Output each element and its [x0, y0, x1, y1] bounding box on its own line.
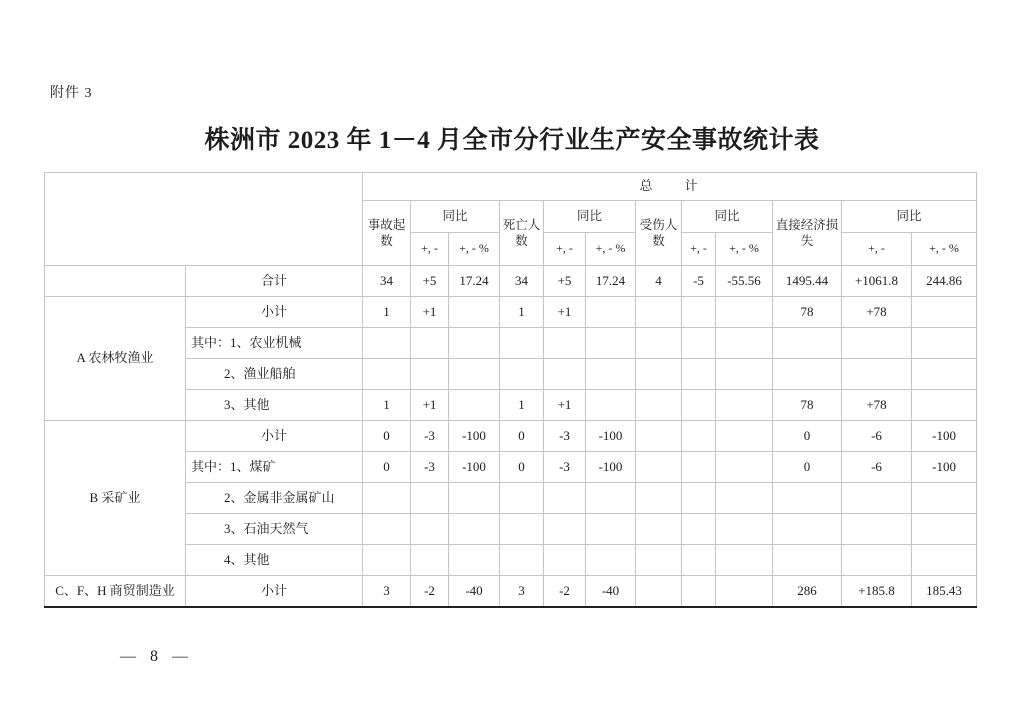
value-cell: +1061.8	[842, 266, 912, 297]
value-cell	[636, 452, 682, 483]
value-cell	[912, 328, 977, 359]
value-cell	[636, 328, 682, 359]
value-cell: -40	[586, 576, 636, 608]
col-header-delta-2: +, -	[544, 233, 586, 266]
value-cell: +1	[544, 390, 586, 421]
value-cell: 244.86	[912, 266, 977, 297]
value-cell: -100	[586, 452, 636, 483]
value-cell	[449, 483, 500, 514]
value-cell	[586, 328, 636, 359]
value-cell	[682, 390, 716, 421]
category-cell: 小计	[186, 297, 363, 328]
page-number: — 8 —	[120, 648, 188, 665]
value-cell: 17.24	[449, 266, 500, 297]
value-cell	[500, 514, 544, 545]
value-cell	[636, 359, 682, 390]
col-header-yoy-1: 同比	[411, 201, 500, 233]
col-header-economic-loss: 直接经济损失	[773, 201, 842, 266]
category-cell: 其中：1、煤矿	[186, 452, 363, 483]
value-cell: -3	[544, 452, 586, 483]
value-cell: 3	[363, 576, 411, 608]
col-header-delta-3: +, -	[682, 233, 716, 266]
value-cell: 1495.44	[773, 266, 842, 297]
value-cell	[411, 328, 449, 359]
value-cell: +1	[411, 297, 449, 328]
value-cell	[586, 359, 636, 390]
category-cell: 2、渔业船舶	[186, 359, 363, 390]
col-header-accidents: 事故起数	[363, 201, 411, 266]
value-cell	[912, 390, 977, 421]
value-cell: -100	[912, 421, 977, 452]
value-cell: +1	[411, 390, 449, 421]
value-cell	[912, 297, 977, 328]
col-header-deaths: 死亡人数	[500, 201, 544, 266]
value-cell	[716, 297, 773, 328]
value-cell: 4	[636, 266, 682, 297]
value-cell	[682, 297, 716, 328]
value-cell	[682, 514, 716, 545]
category-cell: 2、金属非金属矿山	[186, 483, 363, 514]
value-cell	[716, 421, 773, 452]
industry-cell: A 农林牧渔业	[45, 297, 186, 421]
value-cell	[544, 545, 586, 576]
value-cell	[586, 390, 636, 421]
table-row	[45, 297, 977, 328]
value-cell: +5	[544, 266, 586, 297]
value-cell	[842, 514, 912, 545]
value-cell: +185.8	[842, 576, 912, 608]
table-row	[45, 266, 977, 297]
industry-cell: C、F、H 商贸制造业	[45, 576, 186, 608]
value-cell: -100	[449, 421, 500, 452]
value-cell	[912, 545, 977, 576]
col-header-pct-4: +, - %	[912, 233, 977, 266]
value-cell: -5	[682, 266, 716, 297]
value-cell: 34	[363, 266, 411, 297]
value-cell	[716, 514, 773, 545]
value-cell	[449, 359, 500, 390]
value-cell	[411, 514, 449, 545]
value-cell	[682, 483, 716, 514]
value-cell: -100	[912, 452, 977, 483]
value-cell	[636, 545, 682, 576]
page-title: 株洲市 2023 年 1－4 月全市分行业生产安全事故统计表	[204, 127, 820, 154]
value-cell: 1	[363, 297, 411, 328]
value-cell	[411, 483, 449, 514]
value-cell	[544, 514, 586, 545]
col-header-yoy-2: 同比	[544, 201, 636, 233]
value-cell	[544, 359, 586, 390]
value-cell	[363, 514, 411, 545]
col-header-pct-1: +, - %	[449, 233, 500, 266]
category-cell: 3、石油天然气	[186, 514, 363, 545]
value-cell	[842, 545, 912, 576]
value-cell	[773, 328, 842, 359]
value-cell	[716, 483, 773, 514]
value-cell: 185.43	[912, 576, 977, 608]
value-cell: -6	[842, 452, 912, 483]
value-cell: +78	[842, 297, 912, 328]
value-cell: -40	[449, 576, 500, 608]
value-cell: 286	[773, 576, 842, 608]
value-cell	[411, 359, 449, 390]
value-cell	[363, 359, 411, 390]
value-cell	[636, 514, 682, 545]
category-cell: 小计	[186, 576, 363, 608]
value-cell: -6	[842, 421, 912, 452]
col-header-yoy-4: 同比	[842, 201, 977, 233]
value-cell	[544, 483, 586, 514]
statistics-table	[44, 172, 977, 608]
value-cell	[449, 514, 500, 545]
value-cell	[682, 576, 716, 608]
value-cell: 0	[773, 452, 842, 483]
value-cell	[544, 328, 586, 359]
value-cell: +78	[842, 390, 912, 421]
value-cell	[636, 576, 682, 608]
value-cell	[842, 359, 912, 390]
col-header-injured: 受伤人数	[636, 201, 682, 266]
value-cell: -2	[411, 576, 449, 608]
industry-cell: B 采矿业	[45, 421, 186, 576]
value-cell: -3	[411, 452, 449, 483]
value-cell: -55.56	[716, 266, 773, 297]
value-cell: 3	[500, 576, 544, 608]
value-cell	[586, 297, 636, 328]
value-cell: 0	[363, 421, 411, 452]
value-cell	[682, 545, 716, 576]
table-row	[45, 576, 977, 608]
value-cell: 0	[363, 452, 411, 483]
value-cell	[773, 483, 842, 514]
col-header-pct-2: +, - %	[586, 233, 636, 266]
value-cell	[636, 483, 682, 514]
value-cell: -3	[544, 421, 586, 452]
value-cell	[363, 483, 411, 514]
value-cell	[449, 545, 500, 576]
attachment-label: 附件 3	[50, 86, 93, 101]
value-cell	[500, 483, 544, 514]
value-cell	[500, 359, 544, 390]
value-cell: +5	[411, 266, 449, 297]
value-cell	[636, 297, 682, 328]
value-cell	[586, 514, 636, 545]
value-cell	[500, 328, 544, 359]
value-cell	[411, 545, 449, 576]
value-cell: -2	[544, 576, 586, 608]
industry-cell	[45, 266, 186, 297]
value-cell	[716, 452, 773, 483]
value-cell: 1	[500, 297, 544, 328]
value-cell	[716, 390, 773, 421]
category-cell: 其中：1、农业机械	[186, 328, 363, 359]
col-header-delta-1: +, -	[411, 233, 449, 266]
value-cell	[773, 545, 842, 576]
value-cell	[586, 545, 636, 576]
value-cell: -100	[449, 452, 500, 483]
value-cell: 0	[500, 421, 544, 452]
category-cell: 合计	[186, 266, 363, 297]
value-cell	[912, 514, 977, 545]
value-cell	[682, 452, 716, 483]
value-cell: -3	[411, 421, 449, 452]
value-cell	[500, 545, 544, 576]
value-cell: 0	[500, 452, 544, 483]
value-cell	[682, 421, 716, 452]
value-cell	[449, 328, 500, 359]
value-cell: -100	[586, 421, 636, 452]
value-cell	[449, 390, 500, 421]
value-cell	[912, 359, 977, 390]
value-cell	[773, 514, 842, 545]
value-cell	[682, 359, 716, 390]
value-cell	[363, 328, 411, 359]
value-cell: 1	[363, 390, 411, 421]
value-cell: +1	[544, 297, 586, 328]
value-cell: 34	[500, 266, 544, 297]
value-cell	[636, 390, 682, 421]
value-cell: 17.24	[586, 266, 636, 297]
category-cell: 4、其他	[186, 545, 363, 576]
value-cell	[842, 483, 912, 514]
value-cell: 1	[500, 390, 544, 421]
col-header-delta-4: +, -	[842, 233, 912, 266]
value-cell: 0	[773, 421, 842, 452]
value-cell	[363, 545, 411, 576]
value-cell	[716, 328, 773, 359]
value-cell	[716, 576, 773, 608]
category-cell: 小计	[186, 421, 363, 452]
value-cell	[716, 359, 773, 390]
value-cell	[682, 328, 716, 359]
value-cell	[586, 483, 636, 514]
col-header-pct-3: +, - %	[716, 233, 773, 266]
corner-cell	[45, 173, 363, 266]
value-cell	[716, 545, 773, 576]
value-cell	[773, 359, 842, 390]
col-header-yoy-3: 同比	[682, 201, 773, 233]
value-cell	[636, 421, 682, 452]
value-cell	[842, 328, 912, 359]
category-cell: 3、其他	[186, 390, 363, 421]
table-row	[45, 421, 977, 452]
value-cell: 78	[773, 297, 842, 328]
grand-total-header: 总 计	[363, 173, 977, 201]
value-cell: 78	[773, 390, 842, 421]
value-cell	[449, 297, 500, 328]
value-cell	[912, 483, 977, 514]
